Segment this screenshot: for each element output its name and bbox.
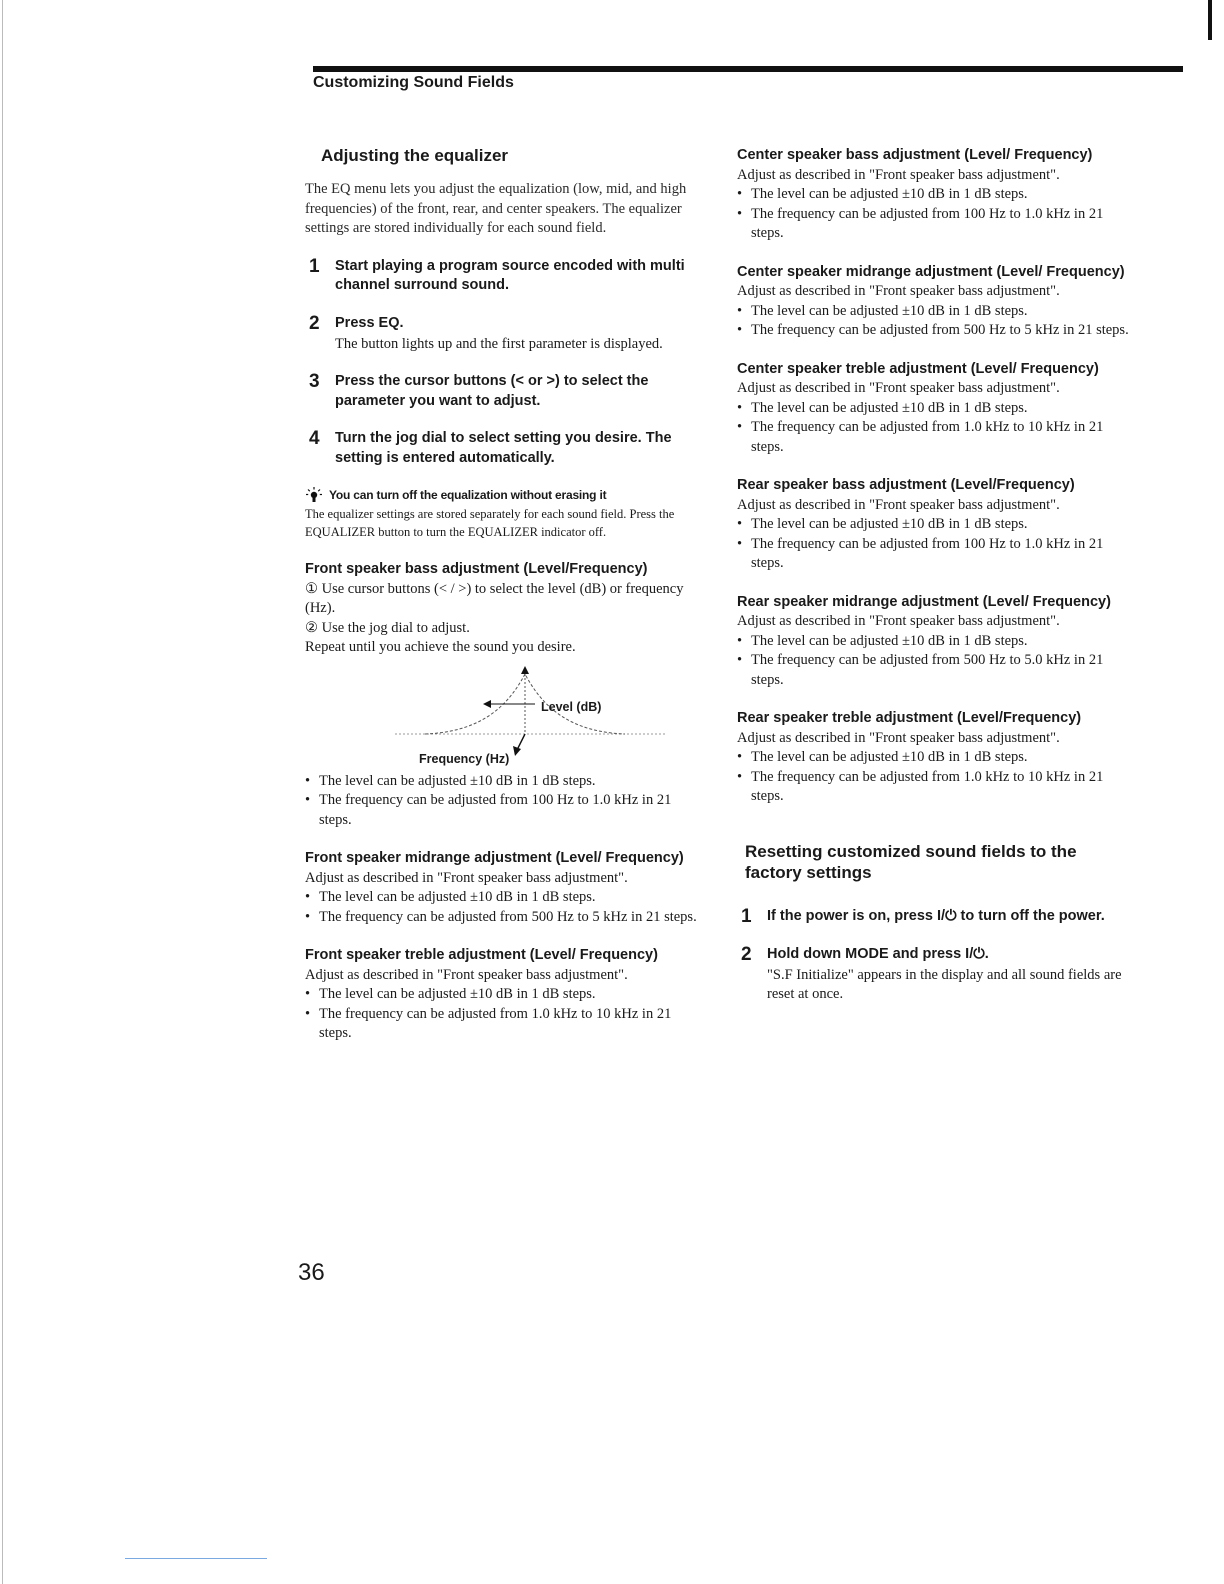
reset-step-1: [737, 907, 1132, 927]
front-mid-title: Front speaker midrange adjustment (Level/ Frequency): [305, 850, 684, 866]
center-treble-text: Adjust as described in "Front speaker bass adjustment".: [737, 380, 1060, 396]
list-item: • The level can be adjusted ±10 dB in 1 dB steps.: [737, 302, 1028, 319]
center-bass-block: [737, 146, 1132, 244]
center-bass-bullets: [737, 185, 1132, 244]
step-number: 2: [309, 312, 320, 334]
list-item: • The level can be adjusted ±10 dB in 1 dB steps.: [305, 986, 596, 1002]
rear-treble-bullets: [737, 748, 1132, 807]
front-mid-text: Adjust as described in "Front speaker bass adjustment".: [305, 869, 628, 886]
right-column: [737, 146, 1132, 1004]
rear-mid-block: [737, 593, 1132, 691]
rear-bass-block: [737, 476, 1132, 574]
section-title-reset: Resetting customized sound fields to the factory settings: [745, 841, 1077, 882]
center-mid-bullets: [737, 302, 1132, 341]
front-treble-block: [305, 946, 700, 1044]
list-item: • The frequency can be adjusted from 500 Hz to 5 kHz in 21 steps.: [737, 322, 1129, 338]
header-rule: [313, 66, 1183, 72]
diagram-level-label: Level (dB): [541, 699, 602, 714]
list-item: • The frequency can be adjusted from 1.0 kHz to 10 kHz in 21 steps.: [737, 419, 1104, 455]
footer-line: [125, 1558, 267, 1559]
step-number: 3: [309, 371, 320, 392]
front-bass-bullets: [305, 772, 700, 831]
step-2: [305, 314, 700, 355]
tip-body: The equalizer settings are stored separately for each sound field. Press the EQUALIZER button to turn the EQUALIZER indicator off.: [305, 507, 675, 539]
rear-treble-title: Rear speaker treble adjustment (Level/Frequency): [737, 710, 1082, 726]
lightbulb-icon: [305, 486, 323, 504]
page-number: 36: [298, 1259, 325, 1286]
front-bass-title: Front speaker bass adjustment (Level/Frequency): [305, 561, 648, 577]
step-title: Press the cursor buttons (< or >) to select the parameter you want to adjust.: [335, 373, 649, 409]
list-item: • The level can be adjusted ±10 dB in 1 dB steps.: [305, 889, 596, 905]
center-bass-title: Center speaker bass adjustment (Level/ Frequency): [737, 147, 1093, 163]
center-mid-text: Adjust as described in "Front speaker bass adjustment".: [737, 283, 1060, 299]
front-bass-line2: ② Use the jog dial to adjust.: [305, 619, 470, 636]
reset-step-2: [737, 945, 1132, 1005]
front-mid-block: [305, 849, 700, 927]
list-item: • The frequency can be adjusted from 1.0 kHz to 10 kHz in 21 steps.: [737, 768, 1104, 804]
rear-mid-title: Rear speaker midrange adjustment (Level/ Frequency): [737, 593, 1111, 610]
front-bass-line1: ① Use cursor buttons (< / >) to select the level (dB) or frequency (Hz).: [305, 580, 684, 616]
equalizer-intro: The EQ menu lets you adjust the equalization (low, mid, and high frequencies) of the front, rear, and center speakers. The equalizer settings are stored individually for each sound field.: [305, 181, 687, 236]
rear-mid-text: Adjust as described in "Front speaker bass adjustment".: [737, 613, 1060, 629]
list-item: • The level can be adjusted ±10 dB in 1 dB steps.: [737, 632, 1028, 649]
step-title: Hold down MODE and press I/⏻.: [767, 945, 989, 962]
eq-curve-graphic: [365, 662, 705, 772]
list-item: • The level can be adjusted ±10 dB in 1 dB steps.: [737, 516, 1028, 532]
step-desc: The button lights up and the first parameter is displayed.: [335, 336, 663, 352]
rear-mid-bullets: [737, 632, 1132, 691]
center-bass-text: Adjust as described in "Front speaker bass adjustment".: [737, 166, 1060, 183]
list-item: • The frequency can be adjusted from 1.0 kHz to 10 kHz in 21 steps.: [305, 1005, 672, 1041]
rear-treble-block: [737, 709, 1132, 807]
front-bass-block: [305, 560, 700, 830]
binding-mark: [1208, 0, 1212, 40]
front-treble-title: Front speaker treble adjustment (Level/ Frequency): [305, 947, 658, 963]
tip-title: You can turn off the equalization without erasing it: [329, 488, 607, 502]
page-edge-line: [2, 0, 3, 1584]
center-treble-block: [737, 360, 1132, 458]
rear-treble-text: Adjust as described in "Front speaker bass adjustment".: [737, 729, 1060, 746]
front-bass-line3: Repeat until you achieve the sound you desire.: [305, 639, 576, 655]
step-desc: "S.F Initialize" appears in the display and all sound fields are reset at once.: [767, 967, 1122, 1002]
eq-curve-diagram: [365, 662, 705, 772]
step-number: 4: [309, 428, 320, 449]
step-title: Turn the jog dial to select setting you desire. The setting is entered automatically.: [335, 430, 672, 466]
step-title: Start playing a program source encoded with multi channel surround sound.: [335, 257, 685, 293]
step-3: [305, 372, 700, 411]
list-item: • The frequency can be adjusted from 100 Hz to 1.0 kHz in 21 steps.: [737, 205, 1104, 241]
step-1: [305, 257, 700, 296]
center-mid-block: [737, 263, 1132, 341]
front-treble-bullets: [305, 985, 700, 1044]
list-item: • The level can be adjusted ±10 dB in 1 dB steps.: [305, 772, 596, 789]
list-item: • The level can be adjusted ±10 dB in 1 dB steps.: [737, 749, 1028, 765]
front-treble-text: Adjust as described in "Front speaker bass adjustment".: [305, 966, 628, 983]
step-title: If the power is on, press I/⏻ to turn off the power.: [767, 907, 1105, 924]
center-treble-bullets: [737, 399, 1132, 458]
reset-section: [737, 841, 1132, 1005]
center-mid-title: Center speaker midrange adjustment (Level/ Frequency): [737, 263, 1125, 280]
rear-bass-bullets: [737, 515, 1132, 574]
step-title: Press EQ.: [335, 314, 404, 331]
list-item: • The frequency can be adjusted from 500 Hz to 5.0 kHz in 21 steps.: [737, 652, 1104, 688]
center-treble-title: Center speaker treble adjustment (Level/ Frequency): [737, 360, 1099, 377]
running-header: Customizing Sound Fields: [313, 74, 514, 91]
list-item: • The level can be adjusted ±10 dB in 1 dB steps.: [737, 186, 1028, 202]
list-item: • The frequency can be adjusted from 500 Hz to 5 kHz in 21 steps.: [305, 908, 697, 925]
rear-bass-title: Rear speaker bass adjustment (Level/Frequency): [737, 477, 1075, 493]
list-item: • The frequency can be adjusted from 100 Hz to 1.0 kHz in 21 steps.: [305, 792, 672, 828]
front-mid-bullets: [305, 888, 700, 927]
tip-box: [305, 486, 700, 541]
diagram-frequency-label: Frequency (Hz): [419, 751, 510, 766]
step-number: 1: [741, 905, 752, 927]
rear-bass-text: Adjust as described in "Front speaker bass adjustment".: [737, 496, 1060, 513]
list-item: • The level can be adjusted ±10 dB in 1 dB steps.: [737, 399, 1028, 416]
list-item: • The frequency can be adjusted from 100 Hz to 1.0 kHz in 21 steps.: [737, 535, 1104, 571]
section-title-equalizer: Adjusting the equalizer: [321, 146, 509, 165]
step-number: 1: [309, 255, 320, 277]
left-column: [305, 146, 700, 1044]
step-number: 2: [741, 943, 752, 965]
step-4: [305, 429, 700, 468]
